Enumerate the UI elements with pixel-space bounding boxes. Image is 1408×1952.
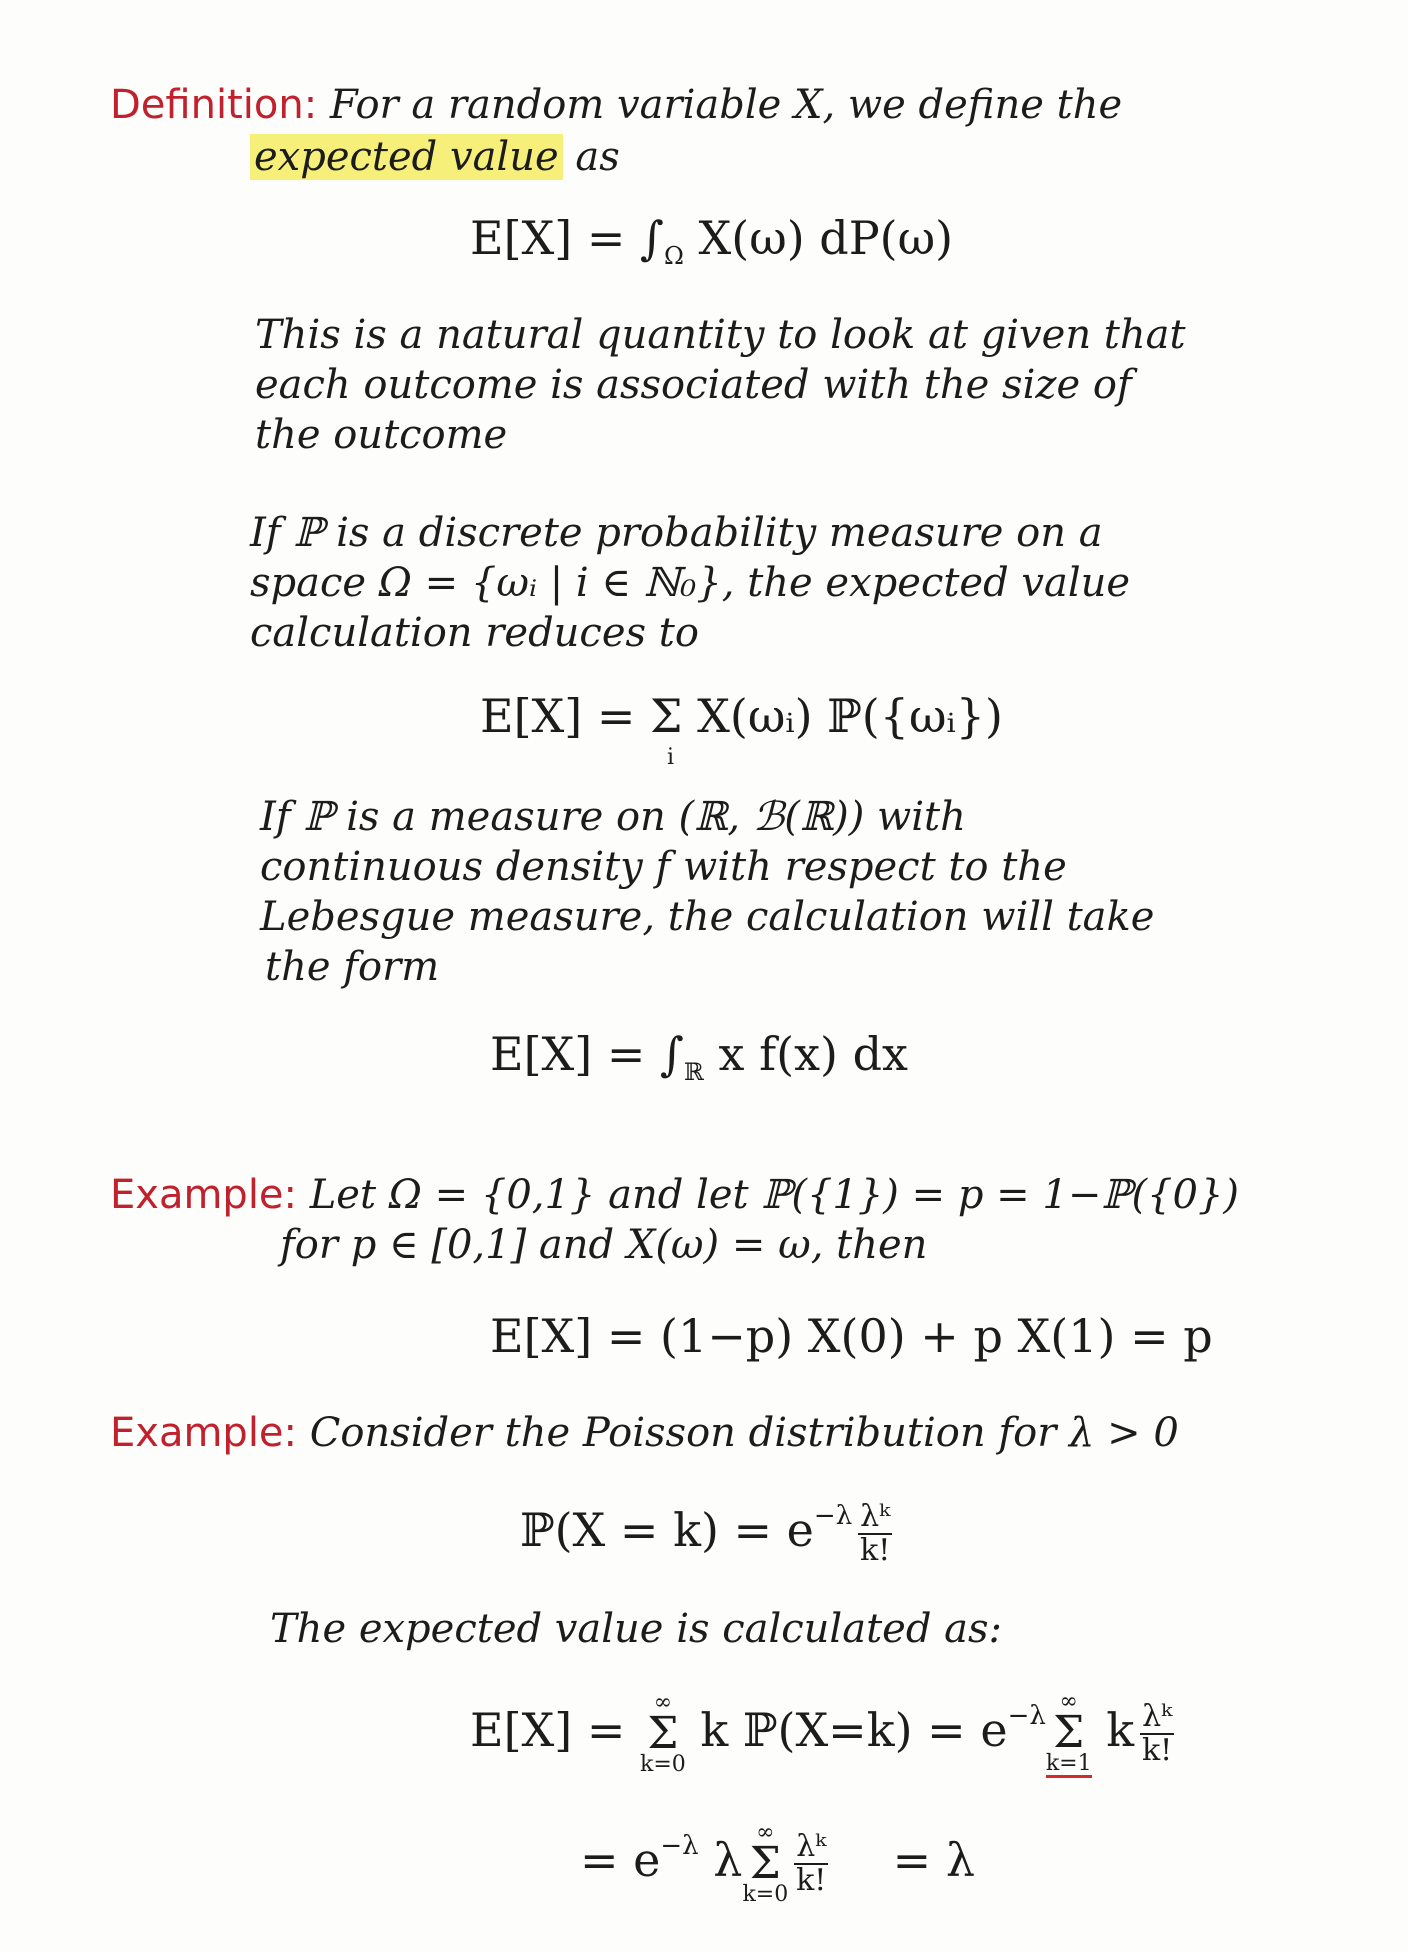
para3-line-2: continuous density f with respect to the	[260, 844, 1067, 890]
discrete-formula	[480, 690, 1003, 742]
para3-line-4: the form	[265, 944, 440, 990]
pmf-fraction	[858, 1501, 892, 1567]
example2-text: Consider the Poisson distribution for λ > 0	[309, 1410, 1179, 1456]
formula-part: E[X] = ∫	[490, 1027, 684, 1081]
example1-text: Let Ω = {0,1} and let ℙ({1}) = p = 1−ℙ({0})	[309, 1172, 1240, 1218]
expected-value-formula	[470, 212, 953, 282]
definition-label: Definition:	[110, 82, 318, 128]
para3-line-1: If ℙ is a measure on (ℝ, ℬ(ℝ)) with	[260, 794, 966, 840]
definition-line-1	[110, 82, 1122, 128]
formula-part: = λ	[892, 1833, 975, 1887]
sum-upper-limit: ∞	[756, 1820, 775, 1845]
formula-exponent: −λ	[1007, 1701, 1046, 1731]
formula-exponent: −λ	[660, 1831, 699, 1861]
para1-line-3: the outcome	[255, 412, 508, 458]
sum-lower-limit: k=0	[640, 1752, 686, 1777]
expectation-derivation-1	[470, 1690, 1180, 1778]
example2-line-1	[110, 1410, 1179, 1456]
sum-lower-limit: k=0	[742, 1882, 789, 1907]
para3-line-3: Lebesgue measure, the calculation will take	[260, 894, 1155, 940]
formula-part: X(ω) dP(ω)	[683, 211, 954, 265]
para2-line-1: If ℙ is a discrete probability measure on a	[250, 510, 1103, 556]
para2-line-2: space Ω = {ωᵢ | i ∈ ℕ₀}, the expected value	[250, 560, 1131, 606]
sum-operator	[640, 1692, 686, 1776]
sigma-symbol: Σ	[749, 1838, 781, 1889]
sum-upper-limit: ∞	[1059, 1688, 1078, 1714]
derivation-fraction	[1140, 1701, 1174, 1767]
continuous-formula	[490, 1028, 908, 1098]
formula-part: E[X] = Σ X(ωᵢ) ℙ({ωᵢ})	[480, 689, 1003, 743]
derivation-fraction	[794, 1831, 828, 1897]
para1-line-2: each outcome is associated with the size of	[255, 362, 1132, 408]
example2-label: Example:	[110, 1410, 298, 1456]
fraction-numerator: λᵏ	[860, 1499, 891, 1534]
formula-part: E[X] =	[470, 1703, 626, 1757]
formula-subscript: Ω	[663, 242, 684, 270]
sigma-symbol: Σ	[647, 1708, 679, 1759]
fraction-denominator: k!	[796, 1863, 827, 1898]
sum-upper-limit: ∞	[653, 1690, 673, 1715]
poisson-pmf	[520, 1490, 898, 1567]
fraction-denominator: k!	[1141, 1733, 1173, 1768]
example1-label: Example:	[110, 1172, 298, 1218]
para2-line-3: calculation reduces to	[250, 610, 699, 656]
formula-exponent: −λ	[813, 1501, 853, 1531]
fraction-numerator: λᵏ	[1142, 1699, 1173, 1734]
formula-part: x f(x) dx	[703, 1027, 908, 1081]
formula-subscript: ℝ	[683, 1058, 704, 1086]
para1-line-1: This is a natural quantity to look at given that	[255, 312, 1186, 358]
example1-line-2: for p ∈ [0,1] and X(ω) = ω, then	[280, 1222, 928, 1268]
formula-part: k	[1106, 1703, 1135, 1757]
definition-line-2	[250, 134, 620, 180]
formula-part: = e	[580, 1833, 661, 1887]
example1-line-1	[110, 1172, 1239, 1218]
sum-operator	[1045, 1688, 1092, 1778]
example2-line-2: The expected value is calculated as:	[270, 1606, 1002, 1652]
formula-part: E[X] = ∫	[470, 211, 664, 265]
example1-formula: E[X] = (1−p) X(0) + p X(1) = p	[490, 1309, 1213, 1363]
fraction-numerator: λᵏ	[796, 1829, 827, 1864]
fraction-denominator: k!	[860, 1533, 891, 1568]
formula-part: ℙ(X = k) = e	[520, 1503, 814, 1557]
definition-text: For a random variable X, we define the	[329, 82, 1123, 128]
definition-line-2-rest: as	[562, 134, 620, 180]
sum-lower-limit-underlined: k=1	[1045, 1750, 1092, 1776]
discrete-sum-index: i	[667, 745, 675, 770]
expectation-derivation-2	[580, 1820, 975, 1906]
sigma-symbol: Σ	[1053, 1706, 1085, 1758]
highlighted-term: expected value	[250, 134, 563, 180]
formula-part: k ℙ(X=k) = e	[700, 1703, 1008, 1757]
formula-part: λ	[713, 1833, 743, 1887]
sum-operator	[742, 1822, 788, 1906]
